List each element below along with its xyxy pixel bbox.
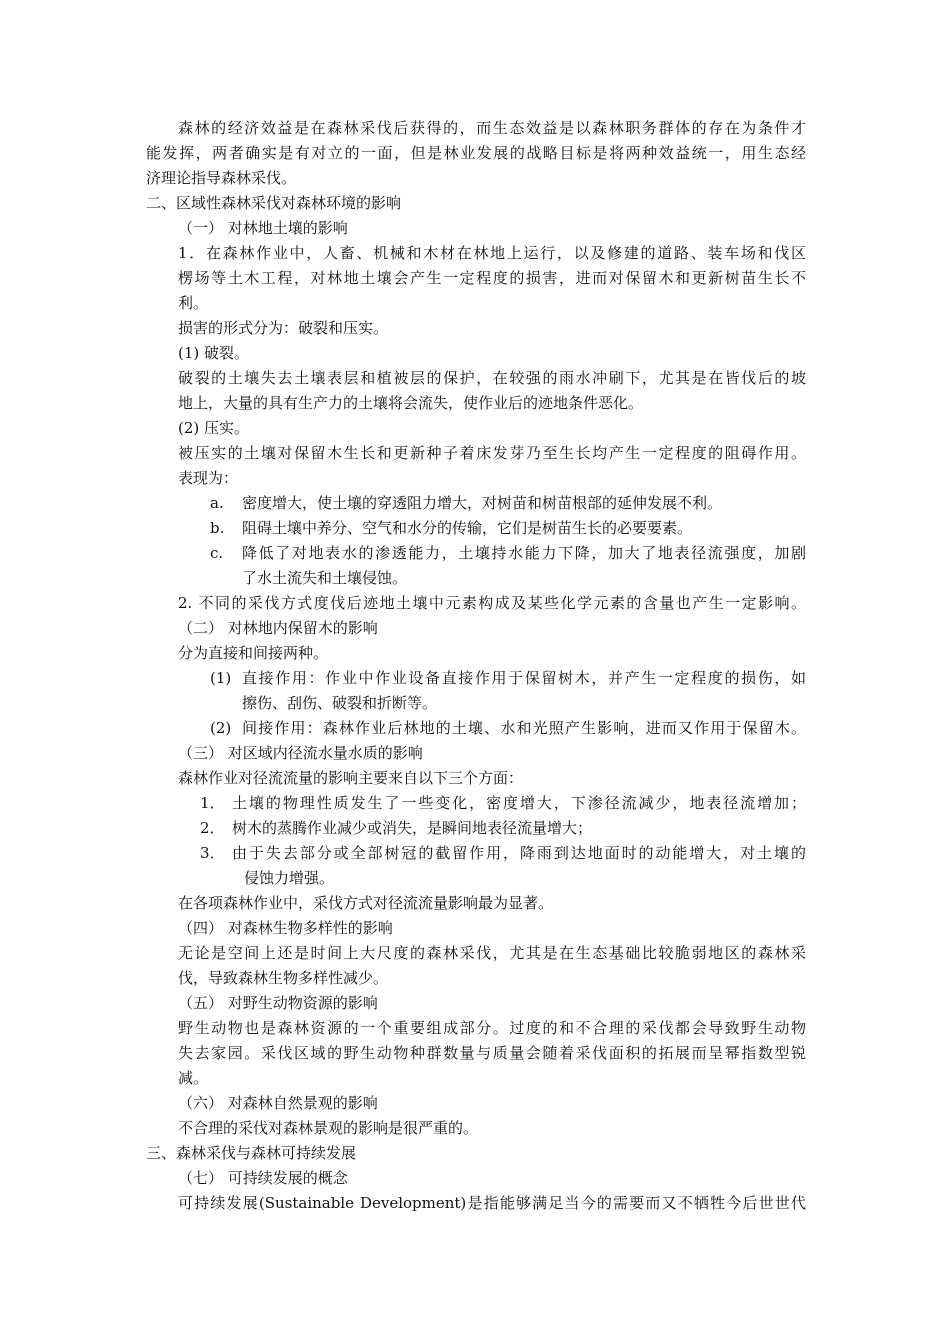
list-3-marker-3: 3． [200,844,225,862]
intro-line-3: 济理论指导森林采伐。 [146,169,297,187]
para-6: 不合理的采伐对森林景观的影响是很严重的。 [178,1119,479,1137]
list-2-item-1-line-1: 直接作用：作业中作业设备直接作用于保留树木，并产生一定程度的损伤，如 [242,669,806,687]
list-3-item-3-line-2: 侵蚀力增强。 [244,869,335,887]
list-2-item-2: 间接作用：森林作业后林地的土壤、水和光照产生影响，进而又作用于保留木。 [242,719,806,737]
para-4-line-1: 无论是空间上还是时间上大尺度的森林采伐，尤其是在生态基础比较脆弱地区的森林采 [178,944,806,962]
para-5-line-2: 失去家园。采伐区域的野生动物种群数量与质量会随着采伐面积的拓展而呈幂指数型锐 [178,1044,806,1062]
list-2-marker-1: (1) [210,669,232,687]
section-heading-2: 二、区域性森林采伐对森林环境的影响 [146,194,402,212]
list-abc-marker-a: a. [210,494,224,512]
para-5-line-1: 野生动物也是森林资源的一个重要组成部分。过度的和不合理的采伐都会导致野生动物 [178,1019,806,1037]
intro-line-2: 能发挥，两者确实是有对立的一面，但是林业发展的战略目标是将两种效益统一，用生态经 [146,144,806,162]
intro-line-1: 森林的经济效益是在森林采伐后获得的，而生态效益是以森林职务群体的存在为条件才 [178,119,806,137]
para-3-intro: 森林作业对径流流量的影响主要来自以下三个方面： [178,769,524,787]
list-3-item-2: 树木的蒸腾作业减少或消失，是瞬间地表径流量增大； [232,819,593,837]
crack-title: (1) 破裂。 [178,344,250,362]
para-5-line-3: 减。 [178,1069,209,1087]
list-abc-item-a: 密度增大，使土壤的穿透阻力增大，对树苗和树苗根部的延伸发展不利。 [242,494,723,512]
list-abc-item-b: 阻碍土壤中养分、空气和水分的传输，它们是树苗生长的必要要素。 [242,519,693,537]
list-abc-item-c-line-2: 了水土流失和土壤侵蚀。 [242,569,408,587]
para-3-end: 在各项森林作业中，采伐方式对径流流量影响最为显著。 [178,894,554,912]
para-1-1-line-1: 1．在森林作业中，人畜、机械和木材在林地上运行，以及修建的道路、装车场和伐区 [178,244,806,262]
compact-title: (2) 压实。 [178,419,250,437]
list-3-item-1: 土壤的物理性质发生了一些变化，密度增大，下渗径流减少，地表径流增加； [232,794,806,812]
subheading-3: （三） 对区域内径流水量水质的影响 [178,744,423,762]
para-1-2: 2. 不同的采伐方式度伐后迹地土壤中元素构成及某些化学元素的含量也产生一定影响。 [178,594,806,612]
para-7-line-1: 可持续发展(Sustainable Development)是指能够满足当今的需要而又不牺牲今后世世代 [178,1194,806,1212]
list-3-marker-1: 1． [200,794,225,812]
para-1-1-line-3: 利。 [178,294,209,312]
compact-line-2: 表现为： [178,469,239,487]
subheading-2: （二） 对林地内保留木的影响 [178,619,378,637]
list-abc-marker-b: b. [210,519,225,537]
section-heading-3: 三、森林采伐与森林可持续发展 [146,1144,357,1162]
list-abc-marker-c: c. [210,544,224,562]
para-2-intro: 分为直接和间接两种。 [178,644,329,662]
list-2-item-1-line-2: 擦伤、刮伤、破裂和折断等。 [242,694,438,712]
compact-line-1: 被压实的土壤对保留木生长和更新种子着床发芽乃至生长均产生一定程度的阻碍作用。 [178,444,806,462]
list-abc-item-c-line-1: 降低了对地表水的渗透能力，土壤持水能力下降，加大了地表径流强度，加剧 [242,544,806,562]
crack-line-2: 地上，大量的具有生产力的土壤将会流失，使作业后的迹地条件恶化。 [178,394,644,412]
para-1-1-line-2: 楞场等土木工程，对林地土壤会产生一定程度的损害，进而对保留木和更新树苗生长不 [178,269,806,287]
list-3-item-3-line-1: 由于失去部分或全部树冠的截留作用，降雨到达地面时的动能增大，对土壤的 [232,844,806,862]
subheading-1: （一） 对林地土壤的影响 [178,219,348,237]
subheading-5: （五） 对野生动物资源的影响 [178,994,378,1012]
list-2-marker-2: (2) [210,719,232,737]
para-4-line-2: 伐，导致森林生物多样性减少。 [178,969,389,987]
subheading-6: （六） 对森林自然景观的影响 [178,1094,378,1112]
para-damage-forms: 损害的形式分为：破裂和压实。 [178,319,389,337]
list-3-marker-2: 2． [200,819,225,837]
subheading-4: （四） 对森林生物多样性的影响 [178,919,393,937]
crack-line-1: 破裂的土壤失去土壤表层和植被层的保护，在较强的雨水冲刷下，尤其是在皆伐后的坡 [178,369,806,387]
subheading-7: （七） 可持续发展的概念 [178,1169,348,1187]
